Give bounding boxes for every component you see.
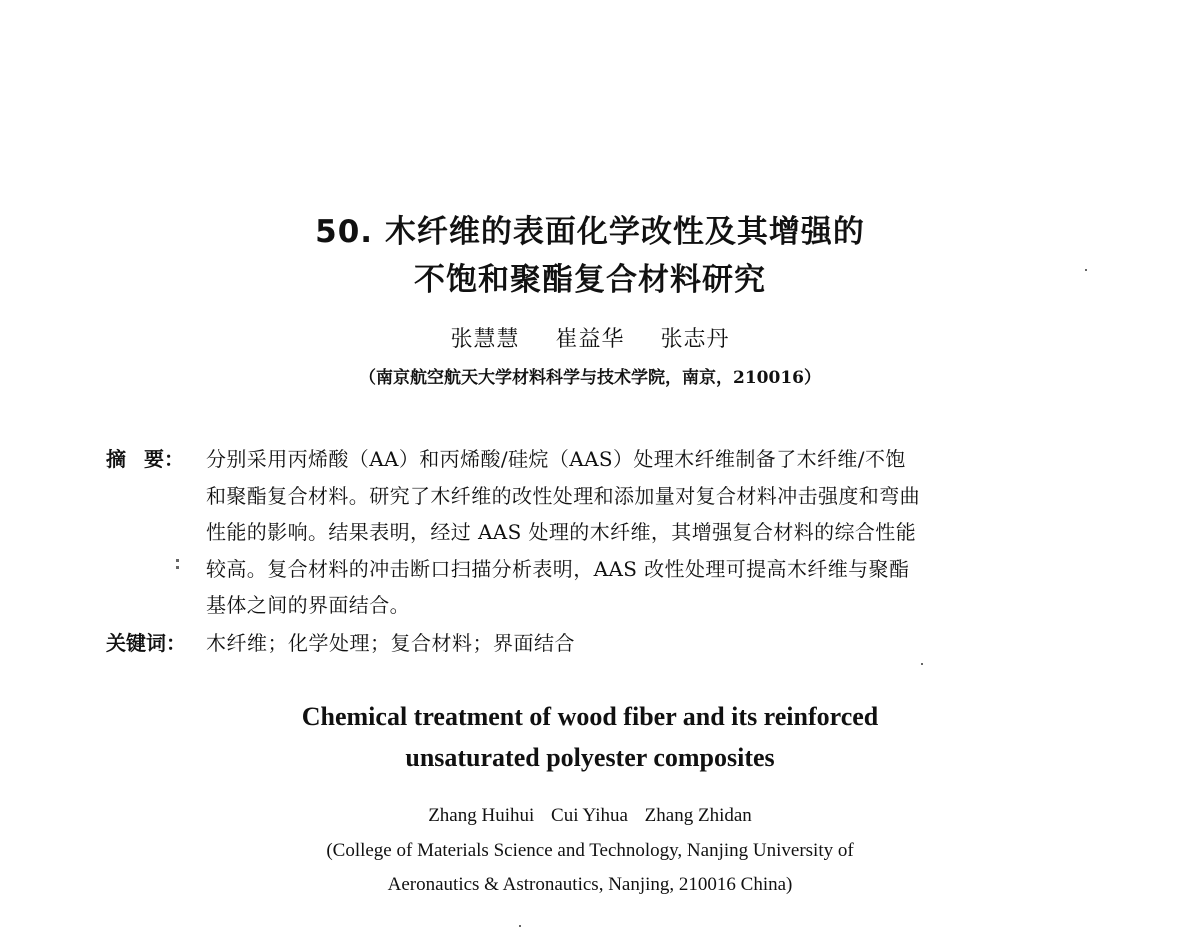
author-3: 张志丹 — [660, 327, 730, 352]
abstract-line-2: 和聚酯复合材料。研究了木纤维的改性处理和添加量对复合材料冲击强度和弯曲 — [206, 483, 920, 508]
abstract-line-1: 分别采用丙烯酸（AA）和丙烯酸/硅烷（AAS）处理木纤维制备了木纤维/不饱 — [206, 447, 906, 471]
abstract-text — [206, 441, 1076, 624]
chinese-authors — [0, 322, 1180, 353]
scan-speck — [176, 566, 179, 569]
english-author-1: Zhang Huihui — [428, 805, 535, 826]
scan-speck — [519, 925, 521, 927]
abstract-line-4: 较高。复合材料的冲击断口扫描分析表明，AAS 改性处理可提高木纤维与聚酯 — [206, 556, 910, 581]
chinese-title-line-1: 50. 木纤维的表面化学改性及其增强的 — [315, 214, 865, 250]
abstract-label — [106, 443, 184, 472]
english-affiliation-line-1: (College of Materials Science and Technology, Nanjing University of — [326, 840, 854, 861]
abstract-label-part-2: 要： — [144, 447, 184, 471]
english-affiliation-line-2: Aeronautics & Astronautics, Nanjing, 210016 China) — [387, 874, 793, 895]
chinese-affiliation: （南京航空航天大学材料科学与技术学院，南京，210016） — [359, 368, 821, 388]
english-author-2: Cui Yihua — [551, 805, 628, 826]
english-authors — [0, 805, 1180, 827]
english-title-line-1: Chemical treatment of wood fiber and its reinforced — [301, 702, 879, 731]
keywords-text: 木纤维；化学处理；复合材料；界面结合 — [206, 631, 575, 655]
keywords-label: 关键词： — [106, 631, 186, 655]
author-2: 崔益华 — [555, 327, 625, 352]
scan-speck — [921, 663, 923, 665]
english-title-line-2: unsaturated polyester composites — [405, 743, 775, 772]
author-1: 张慧慧 — [450, 327, 520, 352]
abstract-line-3: 性能的影响。结果表明，经过 AAS 处理的木纤维，其增强复合材料的综合性能 — [206, 520, 917, 544]
english-author-3: Zhang Zhidan — [644, 805, 752, 826]
abstract-label-part-1: 摘 — [106, 447, 126, 471]
chinese-title-line-2: 不饱和聚酯复合材料研究 — [414, 262, 766, 298]
scan-speck — [1085, 269, 1087, 271]
scan-speck — [176, 559, 179, 562]
abstract-line-5: 基体之间的界面结合。 — [206, 593, 410, 617]
